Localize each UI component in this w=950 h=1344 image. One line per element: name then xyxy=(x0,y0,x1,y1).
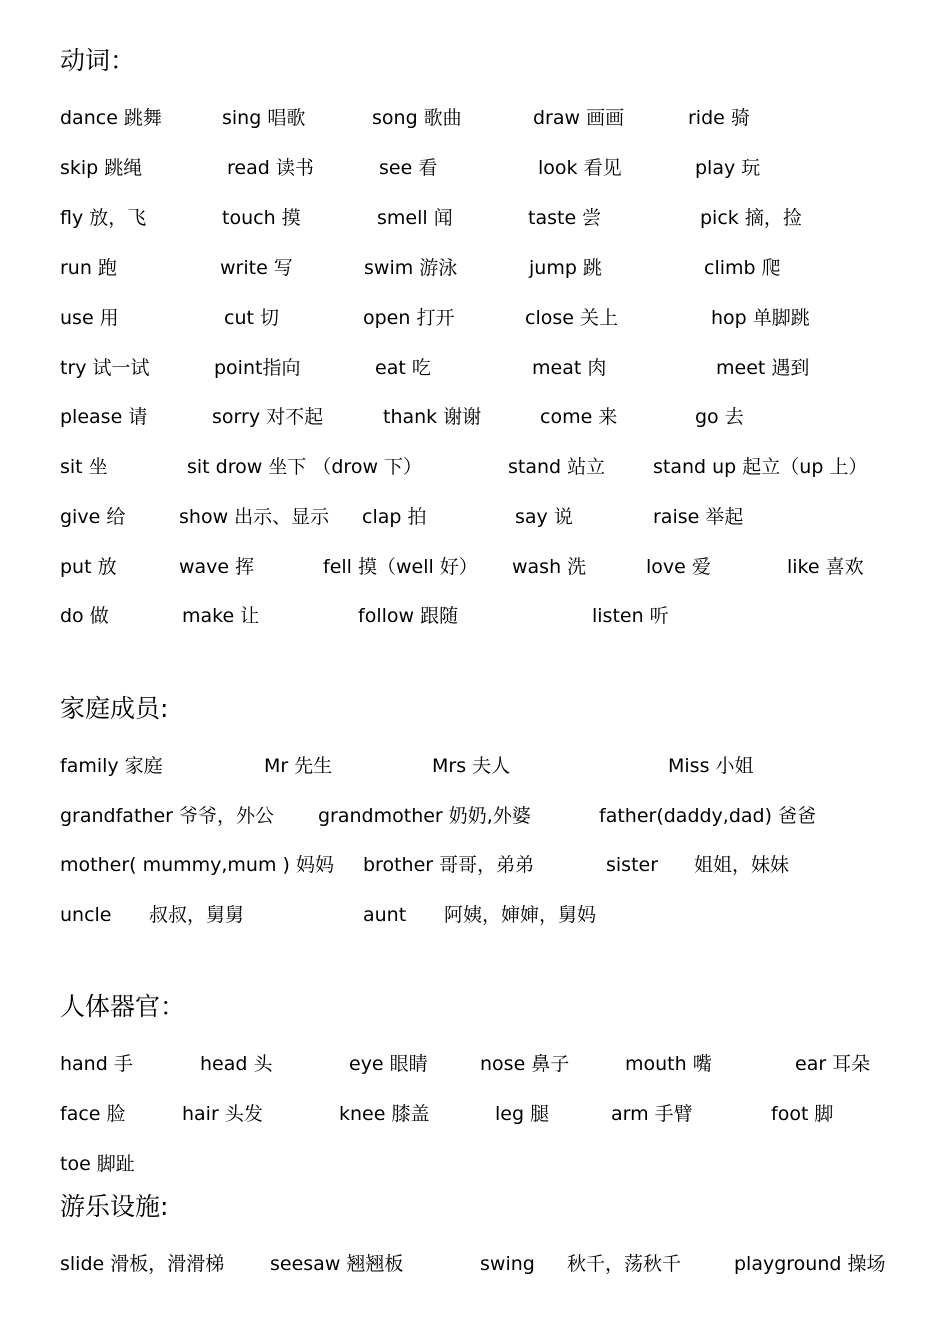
vocab-entry-sorry: sorry 对不起 xyxy=(212,406,324,428)
vocab-row xyxy=(0,355,950,381)
vocab-entry-father-daddy-dad: father(daddy,dad) 爸爸 xyxy=(599,805,817,827)
vocab-entry-say: say 说 xyxy=(515,506,573,528)
vocab-entry-mrs: Mrs 夫人 xyxy=(432,755,511,777)
vocab-entry-pick: pick 摘，捡 xyxy=(700,207,802,229)
vocab-entry-clap: clap 拍 xyxy=(362,506,427,528)
vocab-row xyxy=(0,603,950,629)
vocab-entry-knee: knee 膝盖 xyxy=(339,1103,430,1125)
vocab-row xyxy=(0,504,950,530)
vocab-entry-entry: 姐姐，妹妹 xyxy=(694,854,790,876)
vocab-entry-make: make 让 xyxy=(182,605,260,627)
vocab-row xyxy=(0,753,950,779)
vocab-entry-ear: ear 耳朵 xyxy=(795,1053,871,1075)
vocab-row xyxy=(0,305,950,331)
vocab-entry-go: go 去 xyxy=(695,406,744,428)
vocab-entry-hair: hair 头发 xyxy=(182,1103,263,1125)
vocab-row xyxy=(0,852,950,878)
vocab-entry-brother: brother 哥哥，弟弟 xyxy=(363,854,535,876)
vocab-entry-thank: thank 谢谢 xyxy=(383,406,482,428)
vocab-entry-face: face 脸 xyxy=(60,1103,126,1125)
vocab-entry-stand: stand 站立 xyxy=(508,456,606,478)
vocab-entry-nose: nose 鼻子 xyxy=(480,1053,570,1075)
vocab-entry-jump: jump 跳 xyxy=(529,257,602,279)
vocab-entry-foot: foot 脚 xyxy=(771,1103,834,1125)
vocab-entry-eat: eat 吃 xyxy=(375,357,431,379)
vocab-entry-read: read 读书 xyxy=(227,157,314,179)
vocab-entry-fly: fly 放，飞 xyxy=(60,207,147,229)
vocab-entry-show: show 出示、显示 xyxy=(179,506,330,528)
vocab-entry-point: point指向 xyxy=(214,357,301,379)
vocab-entry-hand: hand 手 xyxy=(60,1053,133,1075)
vocab-entry-open: open 打开 xyxy=(363,307,455,329)
vocab-entry-wave: wave 挥 xyxy=(179,556,255,578)
vocab-row xyxy=(0,1151,950,1177)
vocab-row xyxy=(0,554,950,580)
vocab-entry-put: put 放 xyxy=(60,556,117,578)
vocab-entry-write: write 写 xyxy=(220,257,293,279)
vocab-row xyxy=(0,255,950,281)
vocab-entry-sister: sister xyxy=(606,854,659,876)
vocab-entry-dance: dance 跳舞 xyxy=(60,107,162,129)
vocab-entry-ride: ride 骑 xyxy=(688,107,750,129)
vocab-entry-head: head 头 xyxy=(200,1053,273,1075)
section-heading: 人体器官： xyxy=(60,992,186,1021)
vocab-entry-please: please 请 xyxy=(60,406,148,428)
vocab-row xyxy=(0,155,950,181)
vocab-entry-entry: 叔叔，舅舅 xyxy=(149,904,245,926)
vocab-entry-mouth: mouth 嘴 xyxy=(625,1053,712,1075)
vocab-entry-grandmother: grandmother 奶奶,外婆 xyxy=(318,805,531,827)
vocab-entry-cut: cut 切 xyxy=(224,307,279,329)
vocab-entry-climb: climb 爬 xyxy=(704,257,781,279)
vocab-entry-aunt: aunt xyxy=(363,904,407,926)
vocab-entry-slide: slide 滑板，滑滑梯 xyxy=(60,1253,225,1275)
vocab-entry-meat: meat 肉 xyxy=(532,357,607,379)
vocab-entry-sit: sit drow 坐下 （drow 下） xyxy=(187,456,423,478)
vocab-entry-swim: swim 游泳 xyxy=(364,257,458,279)
vocab-entry-arm: arm 手臂 xyxy=(611,1103,693,1125)
vocab-row xyxy=(0,205,950,231)
vocab-entry-leg: leg 腿 xyxy=(495,1103,550,1125)
vocab-entry-grandfather: grandfather 爷爷，外公 xyxy=(60,805,274,827)
vocab-entry-listen: listen 听 xyxy=(592,605,669,627)
vocab-entry-do: do 做 xyxy=(60,605,109,627)
vocab-row xyxy=(0,803,950,829)
vocab-row xyxy=(0,1101,950,1127)
vocab-row xyxy=(0,902,950,928)
vocab-entry-uncle: uncle xyxy=(60,904,112,926)
vocab-entry-raise: raise 举起 xyxy=(653,506,744,528)
vocab-entry-mother: mother( mummy,mum ) 妈妈 xyxy=(60,854,334,876)
vocab-entry-meet: meet 遇到 xyxy=(716,357,810,379)
vocab-entry-family: family 家庭 xyxy=(60,755,163,777)
vocab-entry-skip: skip 跳绳 xyxy=(60,157,143,179)
section-heading: 游乐设施: xyxy=(60,1192,169,1221)
vocab-entry-smell: smell 闻 xyxy=(377,207,453,229)
vocab-entry-seesaw: seesaw 翘翘板 xyxy=(270,1253,404,1275)
vocab-entry-look: look 看见 xyxy=(538,157,622,179)
vocab-entry-use: use 用 xyxy=(60,307,119,329)
vocab-row xyxy=(0,454,950,480)
vocab-entry-mr: Mr 先生 xyxy=(264,755,333,777)
vocab-entry-eye: eye 眼睛 xyxy=(349,1053,428,1075)
vocab-entry-give: give 给 xyxy=(60,506,126,528)
vocab-entry-like: like 喜欢 xyxy=(787,556,864,578)
vocab-entry-swing: swing xyxy=(480,1253,535,1275)
vocab-entry-close: close 关上 xyxy=(525,307,618,329)
vocab-entry-miss: Miss 小姐 xyxy=(668,755,754,777)
vocab-entry-come: come 来 xyxy=(540,406,618,428)
vocab-entry-playground: playground 操场 xyxy=(734,1253,886,1275)
section-heading: 动词： xyxy=(60,46,136,75)
vocab-entry-see: see 看 xyxy=(379,157,438,179)
vocab-entry-follow: follow 跟随 xyxy=(358,605,459,627)
vocab-row xyxy=(0,1051,950,1077)
section-heading: 家庭成员: xyxy=(60,694,169,723)
vocab-entry-sing: sing 唱歌 xyxy=(222,107,306,129)
vocab-entry-play: play 玩 xyxy=(695,157,761,179)
vocab-entry-song: song 歌曲 xyxy=(372,107,462,129)
vocab-entry-stand: stand up 起立（up 上） xyxy=(653,456,868,478)
vocab-entry-entry: 秋千，荡秋千 xyxy=(567,1253,682,1275)
vocab-row xyxy=(0,105,950,131)
vocab-entry-draw: draw 画画 xyxy=(533,107,625,129)
vocab-entry-sit: sit 坐 xyxy=(60,456,108,478)
vocab-entry-love: love 爱 xyxy=(646,556,711,578)
vocab-entry-hop: hop 单脚跳 xyxy=(711,307,810,329)
vocab-entry-fell: fell 摸（well 好） xyxy=(323,556,478,578)
vocab-entry-run: run 跑 xyxy=(60,257,117,279)
vocab-entry-touch: touch 摸 xyxy=(222,207,301,229)
vocab-row xyxy=(0,404,950,430)
vocab-entry-wash: wash 洗 xyxy=(512,556,587,578)
vocab-entry-entry: 阿姨，婶婶，舅妈 xyxy=(444,904,597,926)
vocab-entry-try: try 试一试 xyxy=(60,357,150,379)
vocab-row xyxy=(0,1251,950,1277)
vocab-entry-toe: toe 脚趾 xyxy=(60,1153,135,1175)
vocab-entry-taste: taste 尝 xyxy=(528,207,602,229)
